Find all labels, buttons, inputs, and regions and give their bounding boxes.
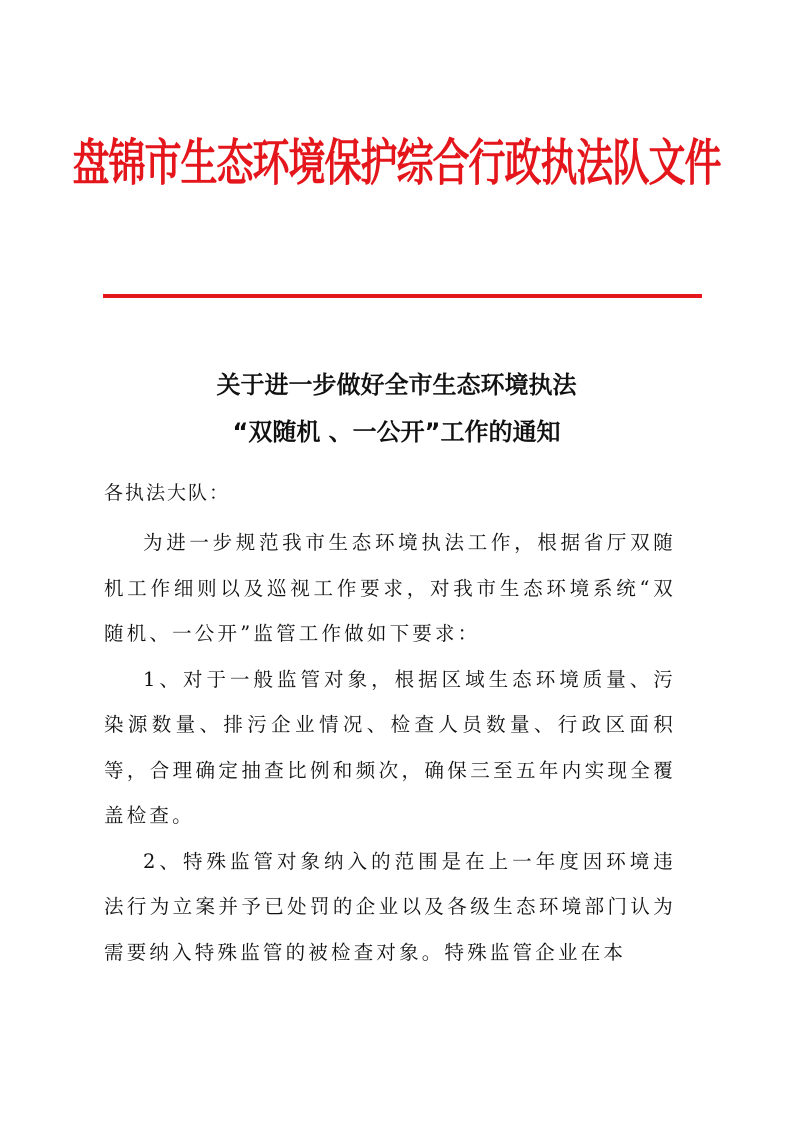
body-paragraph-3: 2、特殊监管对象纳入的范围是在上一年度因环境违法行为立案并予已处罚的企业以及各级生态环境部门认为需要纳入特殊监管的被检查对象。特殊监管企业在本	[104, 849, 676, 964]
header-divider	[103, 294, 702, 298]
document-title-line-1: 关于进一步做好全市生态环境执法	[216, 371, 577, 399]
body-paragraph-1: 为进一步规范我市生态环境执法工作，根据省厅双随机工作细则以及巡视工作要求，对我市生态环境系统“双随机、一公开”监管工作做如下要求：	[104, 531, 676, 645]
document-body	[104, 520, 676, 975]
body-paragraph-2: 1、对于一般监管对象，根据区域生态环境质量、污染源数量、排污企业情况、检查人员数量、行政区面积等，合理确定抽查比例和频次，确保三至五年内实现全覆盖检查。	[104, 667, 676, 827]
salutation: 各执法大队：	[104, 482, 231, 504]
issuer-header: 盘锦市生态环境保护综合行政执法队文件	[72, 134, 721, 193]
document-title-line-2: “双随机 、一公开”工作的通知	[232, 418, 561, 446]
